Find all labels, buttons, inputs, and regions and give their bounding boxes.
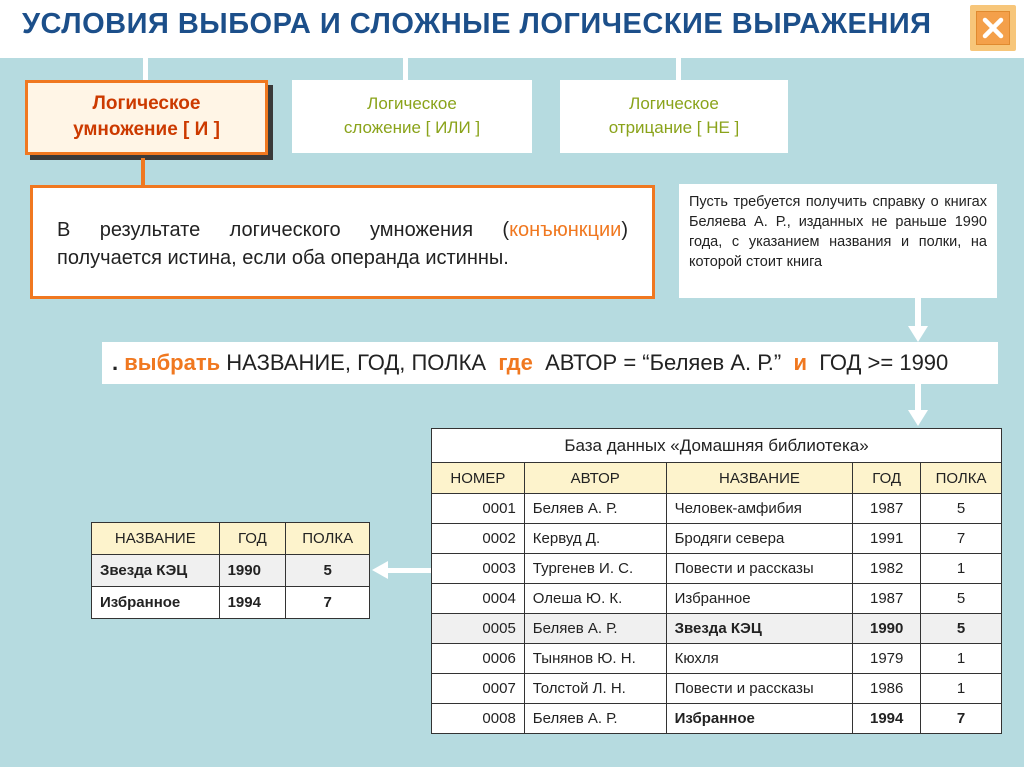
result-table bbox=[91, 522, 370, 619]
column-header: ГОД bbox=[219, 523, 286, 555]
task-note: Пусть требуется получить справку о книгах Беляева А. Р., изданных не раньше 1990 года, с указанием названия и полки, на которой стоит книга bbox=[679, 184, 997, 298]
table-row bbox=[92, 587, 370, 619]
definition-highlight: конъюнкции bbox=[509, 219, 622, 241]
cell-shelf: 7 bbox=[921, 524, 1002, 554]
cell-number: 0001 bbox=[432, 494, 525, 524]
cell-year: 1994 bbox=[853, 704, 921, 734]
cell-shelf: 5 bbox=[921, 614, 1002, 644]
arrow-down-icon bbox=[908, 410, 928, 426]
cell-year: 1987 bbox=[853, 584, 921, 614]
tab-connector bbox=[143, 58, 148, 80]
cell-number: 0002 bbox=[432, 524, 525, 554]
cell-title: Звезда КЭЦ bbox=[92, 555, 220, 587]
close-button[interactable] bbox=[970, 5, 1016, 51]
definition-text-end: ) получается истина, если оба операнда истинны. bbox=[57, 219, 628, 269]
query-condition-year: ГОД >= 1990 bbox=[819, 350, 949, 375]
definition-box bbox=[30, 185, 655, 299]
tab-line2: сложение [ ИЛИ ] bbox=[343, 118, 481, 137]
cell-author: Беляев А. Р. bbox=[524, 704, 666, 734]
column-header: АВТОР bbox=[524, 463, 666, 494]
arrow-stem bbox=[915, 298, 921, 328]
arrow-stem bbox=[385, 568, 431, 573]
tab-line1: Логическое bbox=[629, 94, 719, 113]
cell-title: Повести и рассказы bbox=[666, 674, 853, 704]
cell-title: Кюхля bbox=[666, 644, 853, 674]
cell-title: Повести и рассказы bbox=[666, 554, 853, 584]
cell-year: 1979 bbox=[853, 644, 921, 674]
cell-author: Беляев А. Р. bbox=[524, 614, 666, 644]
column-header: НОМЕР bbox=[432, 463, 525, 494]
cell-shelf: 5 bbox=[921, 494, 1002, 524]
cell-year: 1990 bbox=[219, 555, 286, 587]
query-dot: . bbox=[112, 350, 119, 375]
cell-year: 1982 bbox=[853, 554, 921, 584]
table-row bbox=[432, 524, 1002, 554]
tab-connector bbox=[676, 58, 681, 80]
tab-line2: умножение [ И ] bbox=[73, 119, 220, 140]
query-where-keyword: где bbox=[498, 350, 533, 375]
query-condition-author: АВТОР = “Беляев А. Р.” bbox=[545, 350, 782, 375]
tab-line1: Логическое bbox=[367, 94, 457, 113]
cell-year: 1991 bbox=[853, 524, 921, 554]
cell-year: 1987 bbox=[853, 494, 921, 524]
cell-shelf: 5 bbox=[921, 584, 1002, 614]
tab-line1: Логическое bbox=[92, 93, 201, 114]
column-header: НАЗВАНИЕ bbox=[92, 523, 220, 555]
cell-author: Тургенев И. С. bbox=[524, 554, 666, 584]
cell-shelf: 1 bbox=[921, 554, 1002, 584]
table-row bbox=[92, 555, 370, 587]
tab-logical-and[interactable] bbox=[25, 80, 268, 155]
cell-shelf: 1 bbox=[921, 674, 1002, 704]
table-row bbox=[432, 674, 1002, 704]
cell-title: Бродяги севера bbox=[666, 524, 853, 554]
cell-title: Звезда КЭЦ bbox=[666, 614, 853, 644]
table-row-selected bbox=[432, 704, 1002, 734]
column-header: ПОЛКА bbox=[286, 523, 370, 555]
cell-number: 0004 bbox=[432, 584, 525, 614]
cell-number: 0006 bbox=[432, 644, 525, 674]
tab-logical-or[interactable] bbox=[292, 80, 532, 153]
page-title: УСЛОВИЯ ВЫБОРА И СЛОЖНЫЕ ЛОГИЧЕСКИЕ ВЫРАЖЕНИЯ bbox=[22, 8, 932, 40]
cell-year: 1986 bbox=[853, 674, 921, 704]
tab-logical-not[interactable] bbox=[560, 80, 788, 153]
cell-title: Человек-амфибия bbox=[666, 494, 853, 524]
query-select-keyword: выбрать bbox=[124, 350, 221, 375]
cell-author: Кервуд Д. bbox=[524, 524, 666, 554]
cell-author: Беляев А. Р. bbox=[524, 494, 666, 524]
close-icon bbox=[977, 12, 1009, 44]
close-icon-frame bbox=[976, 11, 1010, 45]
tab-connector bbox=[403, 58, 408, 80]
arrow-down-icon bbox=[908, 326, 928, 342]
table-row bbox=[432, 584, 1002, 614]
table-row bbox=[432, 554, 1002, 584]
definition-text-start: В результате логического умножения ( bbox=[57, 219, 510, 241]
column-header: ПОЛКА bbox=[921, 463, 1002, 494]
column-header: НАЗВАНИЕ bbox=[666, 463, 853, 494]
active-tab-connector bbox=[141, 158, 145, 186]
header-bar bbox=[0, 0, 1024, 58]
query-box bbox=[102, 342, 998, 384]
arrow-stem bbox=[915, 384, 921, 412]
table-row-selected bbox=[432, 614, 1002, 644]
cell-author: Толстой Л. Н. bbox=[524, 674, 666, 704]
arrow-left-icon bbox=[372, 561, 388, 579]
database-table bbox=[431, 428, 1002, 734]
tab-line2: отрицание [ НЕ ] bbox=[608, 118, 740, 137]
cell-author: Тынянов Ю. Н. bbox=[524, 644, 666, 674]
cell-year: 1994 bbox=[219, 587, 286, 619]
cell-shelf: 7 bbox=[921, 704, 1002, 734]
query-and-keyword: и bbox=[793, 350, 807, 375]
cell-number: 0008 bbox=[432, 704, 525, 734]
cell-title: Избранное bbox=[666, 704, 853, 734]
database-caption: База данных «Домашняя библиотека» bbox=[432, 429, 1002, 463]
column-header: ГОД bbox=[853, 463, 921, 494]
cell-number: 0005 bbox=[432, 614, 525, 644]
cell-title: Избранное bbox=[666, 584, 853, 614]
cell-title: Избранное bbox=[92, 587, 220, 619]
cell-number: 0007 bbox=[432, 674, 525, 704]
query-fields: НАЗВАНИЕ, ГОД, ПОЛКА bbox=[226, 350, 487, 375]
cell-shelf: 7 bbox=[286, 587, 370, 619]
table-row bbox=[432, 644, 1002, 674]
cell-number: 0003 bbox=[432, 554, 525, 584]
cell-shelf: 1 bbox=[921, 644, 1002, 674]
table-row bbox=[432, 494, 1002, 524]
cell-year: 1990 bbox=[853, 614, 921, 644]
cell-shelf: 5 bbox=[286, 555, 370, 587]
cell-author: Олеша Ю. К. bbox=[524, 584, 666, 614]
